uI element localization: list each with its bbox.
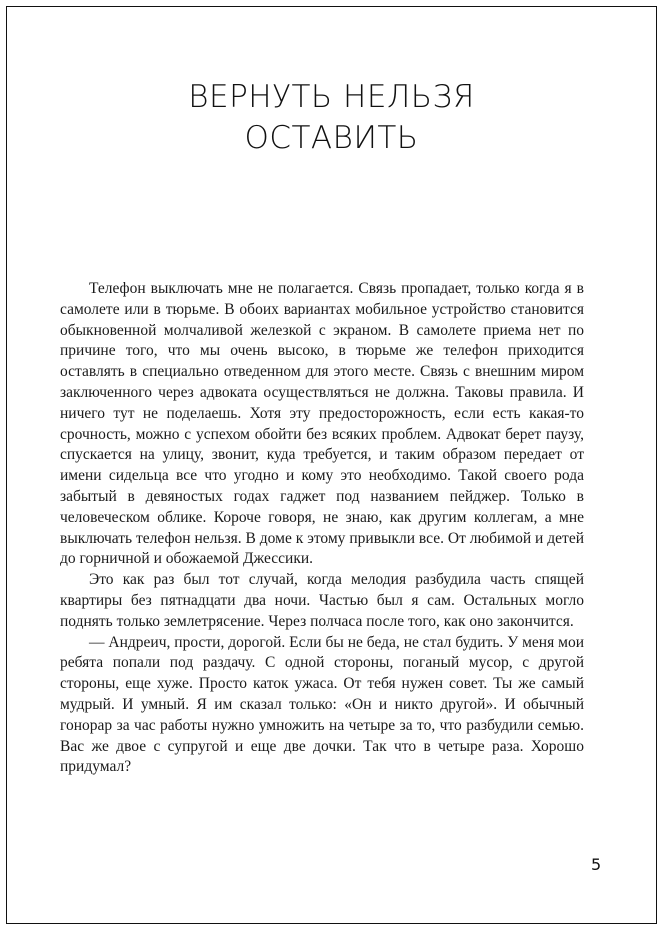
paragraph-1: Телефон выключать мне не полагается. Связь пропадает, только когда я в самолете или в тюрьме. В обоих вариантах мобильное устройство становится обыкновенной молчаливой железкой с экраном. В самолете приема нет по причине того, что мы очень высоко, в тюрьме же телефон приходится оставлять в специально отведенном для этого месте. Связь с внешним миром заключенного через адвоката осуществляться не должна. Таковы правила. И ничего тут не поделаешь. Хотя эту предосторожность, если есть какая-то срочность, можно с успехом обойти без всяких проблем. Адвокат берет паузу, спускается на улицу, звонит, куда требуется, и таким образом передает от имени сидельца все что угодно и кому это необходимо. Такой своего рода забытый в девяностых годах гаджет под названием пейджер. Только в человеческом облике. Короче говоря, не знаю, как другим коллегам, а мне выключать телефон нельзя. В доме к этому привыкли все. От любимой и детей до горничной и обожаемой Джессики. <box>60 280 584 568</box>
book-page <box>6 6 657 924</box>
paragraph-3: — Андреич, прости, дорогой. Если бы не беда, не стал будить. У меня мои ребята попали под раздачу. С одной стороны, поганый мусор, с другой стороны, еще хуже. Просто каток ужаса. От тебя нужен совет. Ты же самый мудрый. И умный. Я им сказал только: «Он и никто другой». И обычный гонорар за час работы нужно умножить на четыре за то, что разбудили семью. Вас же двое с супругой и еще две дочки. Так что в четыре раза. Хорошо придумал? <box>60 633 584 776</box>
chapter-title-line-1: ВЕРНУТЬ НЕЛЬЗЯ <box>188 79 475 115</box>
chapter-title-line-2: ОСТАВИТЬ <box>244 120 419 156</box>
body-text <box>60 279 584 778</box>
page-number: 5 <box>591 855 602 874</box>
chapter-title <box>7 77 656 159</box>
paragraph-2: Это как раз был тот случай, когда мелодия разбудила часть спящей квартиры без пятнадцати два ночи. Частью был я сам. Остальных могло поднять только землетрясение. Через полчаса после того, как оно закончится. <box>60 571 584 630</box>
